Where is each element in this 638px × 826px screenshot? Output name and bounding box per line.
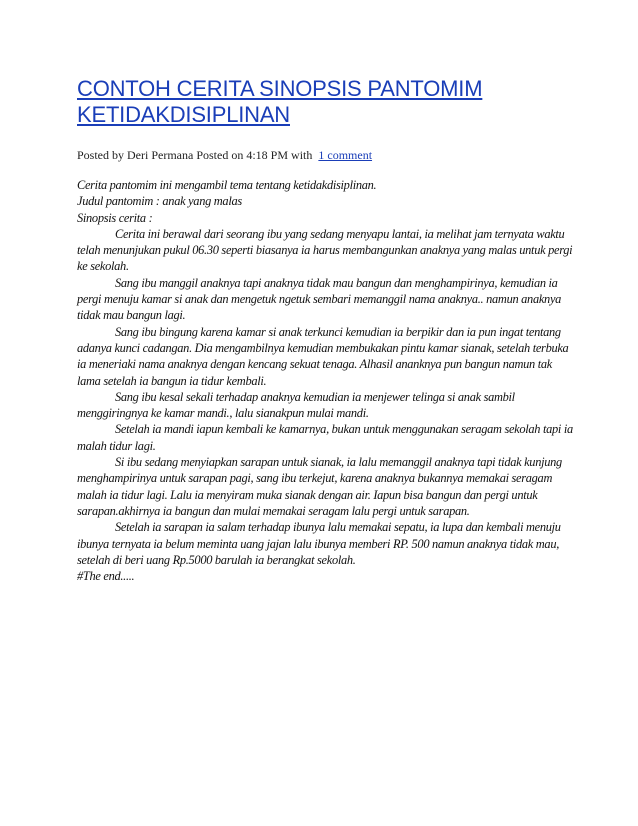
paragraph-the-end: #The end..... [77,569,135,584]
paragraph-theme: Cerita pantomim ini mengambil tema tentang ketidakdisiplinan. [77,178,377,192]
comment-link[interactable]: 1 comment [318,148,373,162]
page-title[interactable] [77,76,577,128]
title-line-2[interactable]: KETIDAKDISIPLINAN [77,102,290,127]
paragraph: Setelah ia mandi iapun kembali ke kamarnya, bukan untuk menggunakan seragam sekolah tapi ia malah tidur lagi. [77,422,573,453]
author-name: Deri Permana [127,148,194,162]
posted-by-label: Posted by [77,148,125,162]
paragraph: Sang ibu manggil anaknya tapi anaknya tidak mau bangun dan menghampirinya, kemudian ia pergi menuju kamar si anak dan mengetuk ngetuk sembari memanggil nama anaknya.. namun anaknya tidak mau bangun lagi. [77,275,562,323]
story-body [77,177,577,584]
paragraph-synopsis-label: Sinopsis cerita : [77,210,153,225]
paragraph: Sang ibu kesal sekali terhadap anaknya kemudian ia menjewer telinga si anak sambil menggiringnya ke kamar mandi., lalu sianakpun mulai mandi. [77,389,515,421]
paragraph: Sang ibu bingung karena kamar si anak terkunci kemudian ia berpikir dan ia pun ingat tentang adanya kunci cadangan. Dia mengambilnya kemudian membukakan pintu kamar sianak, setelah terbuka ia meneriaki nama anaknya dengan kencang sekuat tenaga. Alhasil ananknya pun bangun namun tak lama setelah ia bangun ia tidur kembali. [77,324,569,388]
posted-on-label: Posted on [196,148,244,162]
document-page [77,76,577,584]
paragraph-title: Judul pantomim : anak yang malas [77,194,242,209]
post-meta [77,148,577,163]
with-label: with [291,148,313,162]
paragraph: Si ibu sedang menyiapkan sarapan untuk sianak, ia lalu memanggil anaknya tapi tidak kunjung menghampirinya untuk sarapan pagi, sang ibu terkejut, karena anaknya bukannya memakai seragam malah ia tidur lagi. Lalu ia menyiram muka sianak dengan air. Iapun bisa bangun dan pergi untuk sarapan.akhirnya ia bangun dan mulai memakai seragam lalu pergi untuk sarapan. [77,455,562,518]
post-time: 4:18 PM [246,148,289,162]
title-line-1[interactable]: CONTOH CERITA SINOPSIS PANTOMIM [77,76,483,101]
paragraph: Cerita ini berawal dari seorang ibu yang sedang menyapu lantai, ia melihat jam ternyata waktu telah menunjukan pukul 06.30 seperti biasanya ia harus membangunkan anaknya yang malas untuk pergi ke sekolah. [77,226,573,274]
paragraph: Setelah ia sarapan ia salam terhadap ibunya lalu memakai sepatu, ia lupa dan kembali menuju ibunya ternyata ia belum meminta uang jajan lalu ibunya memberi RP. 500 namun anaknya tidak mau, setelah di beri uang Rp.5000 barulah ia berangkat sekolah. [77,520,561,567]
